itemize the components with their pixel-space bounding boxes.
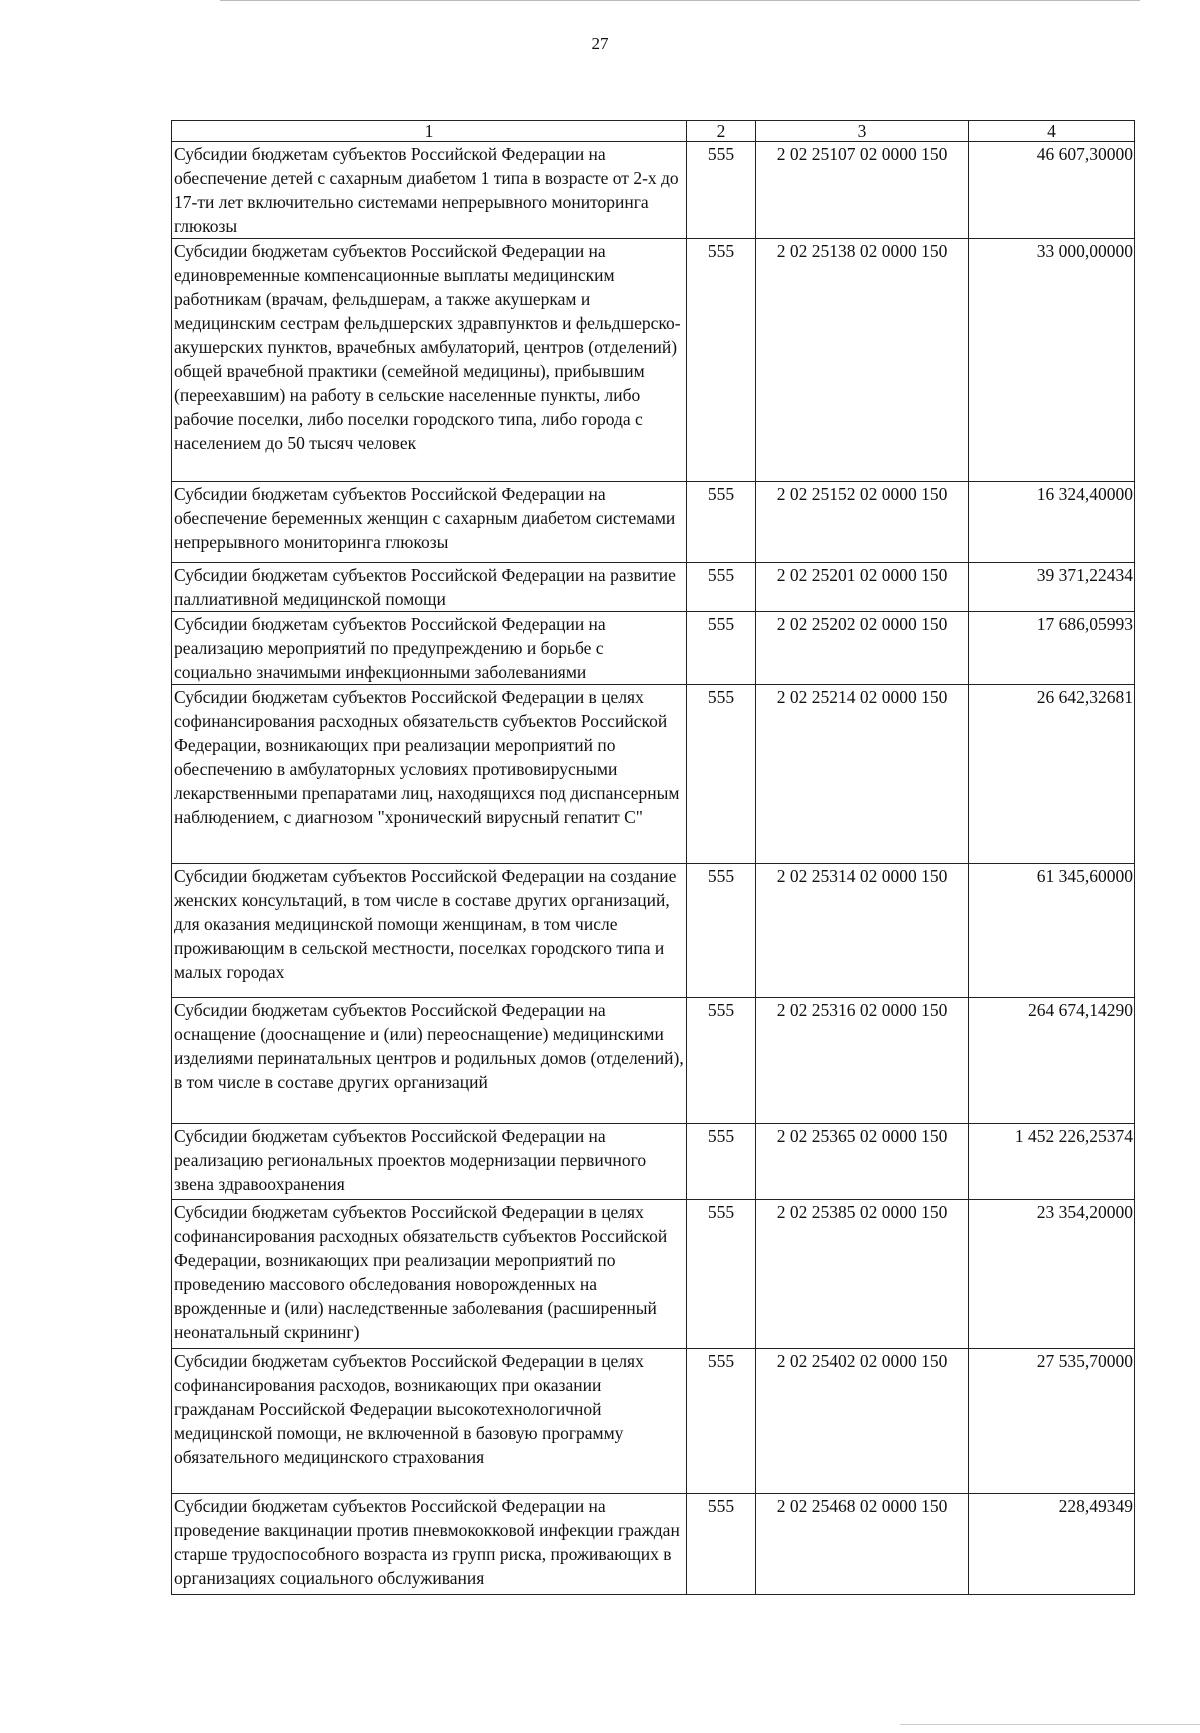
table-row <box>172 864 1135 998</box>
table-row <box>172 685 1135 864</box>
row-description: Субсидии бюджетам субъектов Российской Федерации в целях софинансирования расходов, возникающих при оказании гражданам Российской Федерации высокотехнологичной медицинской помощи, не включенной в базовую программу обязательного медицинского страхования <box>172 1349 687 1494</box>
row-amount: 264 674,14290 <box>969 998 1135 1124</box>
row-admin-code: 555 <box>687 685 756 864</box>
row-amount: 23 354,20000 <box>969 1200 1135 1349</box>
budget-table <box>171 120 1135 1595</box>
row-budget-code: 2 02 25202 02 0000 150 <box>756 612 969 685</box>
row-amount: 26 642,32681 <box>969 685 1135 864</box>
row-budget-code: 2 02 25138 02 0000 150 <box>756 239 969 482</box>
row-description: Субсидии бюджетам субъектов Российской Федерации на оснащение (дооснащение и (или) переоснащение) медицинскими изделиями перинатальных центров и родильных домов (отделений), в том числе в составе других организаций <box>172 998 687 1124</box>
row-amount: 16 324,40000 <box>969 482 1135 563</box>
header-col-1: 1 <box>172 121 687 142</box>
scan-top-rule <box>220 0 1140 1</box>
row-budget-code: 2 02 25365 02 0000 150 <box>756 1124 969 1200</box>
table-row <box>172 612 1135 685</box>
row-amount: 61 345,60000 <box>969 864 1135 998</box>
row-admin-code: 555 <box>687 1494 756 1595</box>
row-description: Субсидии бюджетам субъектов Российской Федерации в целях софинансирования расходных обязательств субъектов Российской Федерации, возникающих при реализации мероприятий по обеспечению в амбулаторных условиях противовирусными лекарственными препаратами лиц, находящихся под диспансерным наблюдением, с диагнозом "хронический вирусный гепатит С" <box>172 685 687 864</box>
row-admin-code: 555 <box>687 998 756 1124</box>
header-col-4: 4 <box>969 121 1135 142</box>
row-amount: 228,49349 <box>969 1494 1135 1595</box>
row-description: Субсидии бюджетам субъектов Российской Федерации на обеспечение детей с сахарным диабетом 1 типа в возрасте от 2-х до 17-ти лет включительно системами непрерывного мониторинга глюкозы <box>172 142 687 239</box>
header-col-3: 3 <box>756 121 969 142</box>
row-admin-code: 555 <box>687 563 756 612</box>
row-admin-code: 555 <box>687 482 756 563</box>
table-row <box>172 142 1135 239</box>
table-row <box>172 998 1135 1124</box>
row-description: Субсидии бюджетам субъектов Российской Федерации на проведение вакцинации против пневмококковой инфекции граждан старше трудоспособного возраста из групп риска, проживающих в организациях социального обслуживания <box>172 1494 687 1595</box>
row-amount: 46 607,30000 <box>969 142 1135 239</box>
row-budget-code: 2 02 25214 02 0000 150 <box>756 685 969 864</box>
table-row <box>172 239 1135 482</box>
row-budget-code: 2 02 25468 02 0000 150 <box>756 1494 969 1595</box>
row-budget-code: 2 02 25201 02 0000 150 <box>756 563 969 612</box>
page-number: 27 <box>591 34 609 53</box>
row-budget-code: 2 02 25152 02 0000 150 <box>756 482 969 563</box>
table-row <box>172 1494 1135 1595</box>
row-amount: 1 452 226,25374 <box>969 1124 1135 1200</box>
row-budget-code: 2 02 25385 02 0000 150 <box>756 1200 969 1349</box>
row-budget-code: 2 02 25402 02 0000 150 <box>756 1349 969 1494</box>
header-col-2: 2 <box>687 121 756 142</box>
row-admin-code: 555 <box>687 1349 756 1494</box>
row-amount: 39 371,22434 <box>969 563 1135 612</box>
row-amount: 17 686,05993 <box>969 612 1135 685</box>
row-budget-code: 2 02 25316 02 0000 150 <box>756 998 969 1124</box>
row-budget-code: 2 02 25314 02 0000 150 <box>756 864 969 998</box>
row-amount: 33 000,00000 <box>969 239 1135 482</box>
header-row <box>172 121 1135 142</box>
scan-bottom-rule <box>900 1724 1200 1725</box>
row-admin-code: 555 <box>687 612 756 685</box>
table-row <box>172 1200 1135 1349</box>
budget-table-container <box>171 120 1134 1595</box>
table-row <box>172 482 1135 563</box>
row-admin-code: 555 <box>687 1124 756 1200</box>
table-row <box>172 1349 1135 1494</box>
table-row <box>172 1124 1135 1200</box>
row-admin-code: 555 <box>687 864 756 998</box>
row-amount: 27 535,70000 <box>969 1349 1135 1494</box>
row-admin-code: 555 <box>687 142 756 239</box>
row-description: Субсидии бюджетам субъектов Российской Федерации на реализацию региональных проектов модернизации первичного звена здравоохранения <box>172 1124 687 1200</box>
row-description: Субсидии бюджетам субъектов Российской Федерации в целях софинансирования расходных обязательств субъектов Российской Федерации, возникающих при реализации мероприятий по проведению массового обследования новорожденных на врожденные и (или) наследственные заболевания (расширенный неонатальный скрининг) <box>172 1200 687 1349</box>
row-description: Субсидии бюджетам субъектов Российской Федерации на обеспечение беременных женщин с сахарным диабетом системами непрерывного мониторинга глюкозы <box>172 482 687 563</box>
table-row <box>172 563 1135 612</box>
row-description: Субсидии бюджетам субъектов Российской Федерации на создание женских консультаций, в том числе в составе других организаций, для оказания медицинской помощи женщинам, в том числе проживающим в сельской местности, поселках городского типа и малых городах <box>172 864 687 998</box>
row-description: Субсидии бюджетам субъектов Российской Федерации на реализацию мероприятий по предупреждению и борьбе с социально значимыми инфекционными заболеваниями <box>172 612 687 685</box>
row-admin-code: 555 <box>687 239 756 482</box>
row-budget-code: 2 02 25107 02 0000 150 <box>756 142 969 239</box>
row-description: Субсидии бюджетам субъектов Российской Федерации на развитие паллиативной медицинской помощи <box>172 563 687 612</box>
row-description: Субсидии бюджетам субъектов Российской Федерации на единовременные компенсационные выплаты медицинским работникам (врачам, фельдшерам, а также акушеркам и медицинским сестрам фельдшерских здравпунктов и фельдшерско-акушерских пунктов, врачебных амбулаторий, центров (отделений) общей врачебной практики (семейной медицины), прибывшим (переехавшим) на работу в сельские населенные пункты, либо рабочие поселки, либо поселки городского типа, либо города с населением до 50 тысяч человек <box>172 239 687 482</box>
row-admin-code: 555 <box>687 1200 756 1349</box>
